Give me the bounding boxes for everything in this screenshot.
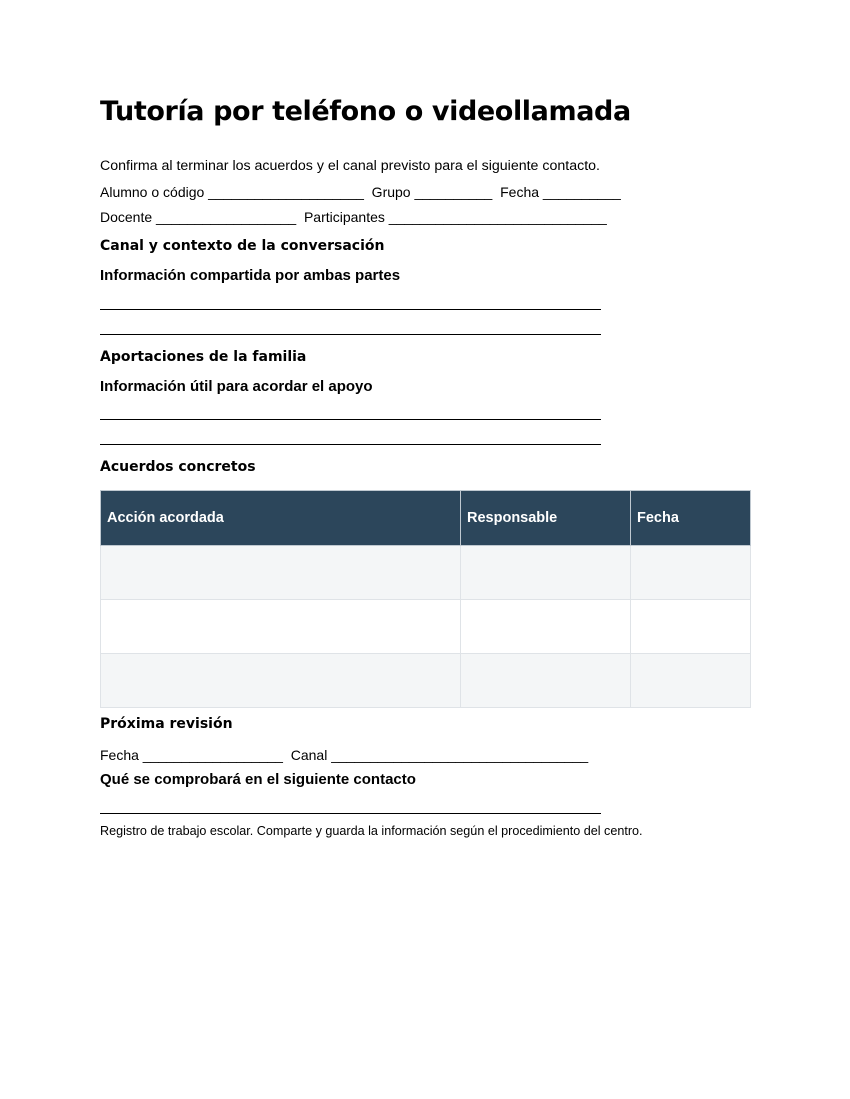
table-cell-fecha[interactable] xyxy=(631,600,751,654)
canal-answer-line-2 xyxy=(100,334,601,335)
section-revision-prompt: Qué se comprobará en el siguiente contacto xyxy=(100,771,416,788)
table-cell-fecha[interactable] xyxy=(631,546,751,600)
student-group-date-fields: Alumno o código ____________________ Grupo __________ Fecha __________ xyxy=(100,184,621,200)
table-cell-accion[interactable] xyxy=(101,654,461,708)
table-cell-accion[interactable] xyxy=(101,600,461,654)
table-cell-responsable[interactable] xyxy=(461,546,631,600)
table-cell-fecha[interactable] xyxy=(631,654,751,708)
column-header-accion: Acción acordada xyxy=(101,491,461,546)
teacher-participants-fields: Docente __________________ Participantes ____________________________ xyxy=(100,209,607,225)
column-header-fecha: Fecha xyxy=(631,491,751,546)
table-row xyxy=(101,654,751,708)
familia-answer-line-1 xyxy=(100,419,601,420)
section-canal-heading: Canal y contexto de la conversación xyxy=(100,238,385,254)
revision-date-channel-fields: Fecha __________________ Canal _________________________________ xyxy=(100,747,589,763)
section-familia-heading: Aportaciones de la familia xyxy=(100,349,307,365)
agreements-header-row xyxy=(101,491,751,546)
section-revision-heading: Próxima revisión xyxy=(100,716,233,732)
page-title: Tutoría por teléfono o videollamada xyxy=(100,96,631,127)
footer-note: Registro de trabajo escolar. Comparte y guarda la información según el procedimiento del centro. xyxy=(100,824,643,838)
section-familia-prompt: Información útil para acordar el apoyo xyxy=(100,378,373,395)
table-cell-accion[interactable] xyxy=(101,546,461,600)
intro-text: Confirma al terminar los acuerdos y el canal previsto para el siguiente contacto. xyxy=(100,158,600,174)
section-canal-prompt: Información compartida por ambas partes xyxy=(100,267,401,284)
column-header-responsable: Responsable xyxy=(461,491,631,546)
table-cell-responsable[interactable] xyxy=(461,600,631,654)
table-row xyxy=(101,546,751,600)
familia-answer-line-2 xyxy=(100,444,601,445)
table-row xyxy=(101,600,751,654)
revision-answer-line xyxy=(100,813,601,814)
table-cell-responsable[interactable] xyxy=(461,654,631,708)
section-acuerdos-heading: Acuerdos concretos xyxy=(100,459,256,475)
agreements-table xyxy=(100,490,751,708)
canal-answer-line-1 xyxy=(100,309,601,310)
